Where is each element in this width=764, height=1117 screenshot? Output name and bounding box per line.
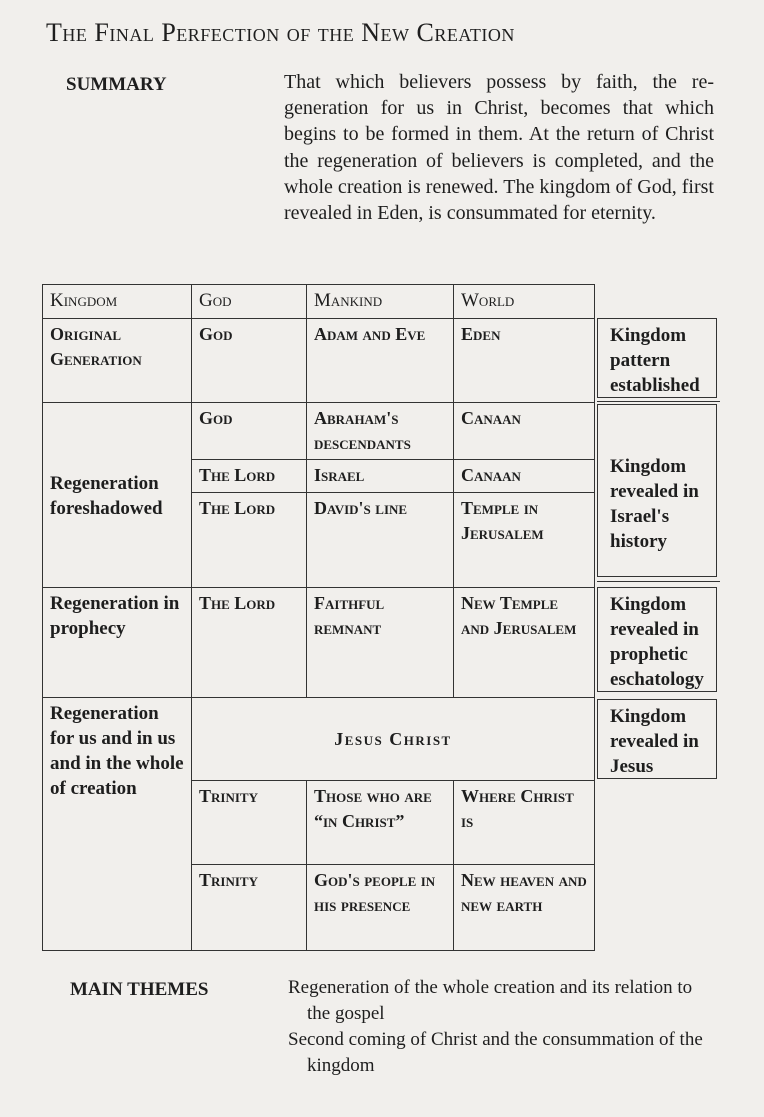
table-row xyxy=(43,403,595,460)
god-cell: The Lord xyxy=(192,493,307,588)
side-note-jesus: Kingdom revealed in Jesus xyxy=(597,699,717,779)
world-cell: Temple in Jerusalem xyxy=(454,493,595,588)
world-cell: Eden xyxy=(454,319,595,403)
side-divider xyxy=(597,401,720,402)
table-row xyxy=(43,319,595,403)
mankind-cell: God's people in his presence xyxy=(307,865,454,951)
god-cell: The Lord xyxy=(192,460,307,493)
mankind-cell: Abraham's descendants xyxy=(307,403,454,460)
summary-text: That which believers possess by faith, the regeneration for us in Christ, becomes that which begins to be formed in them. At the return of Christ the regeneration of believers is completed, and the whole creation is renewed. The kingdom of God, first revealed in Eden, is consummated for eternity. xyxy=(284,71,714,225)
header-world: World xyxy=(454,285,595,319)
list-item: Second coming of Christ and the consummation of the kingdom xyxy=(288,1029,703,1076)
god-cell: God xyxy=(192,319,307,403)
god-cell: Trinity xyxy=(192,865,307,951)
world-cell: New heaven and new earth xyxy=(454,865,595,951)
kingdom-table xyxy=(42,284,595,951)
kingdom-cell: Regeneration for us and in us and in the whole of creation xyxy=(43,698,192,951)
mankind-cell: Faithful remnant xyxy=(307,588,454,698)
mankind-cell: David's line xyxy=(307,493,454,588)
god-cell: God xyxy=(192,403,307,460)
world-cell: Canaan xyxy=(454,403,595,460)
mankind-cell: Those who are “in Christ” xyxy=(307,781,454,865)
main-themes-label: MAIN THEMES xyxy=(70,979,209,1000)
table-row xyxy=(43,698,595,781)
side-note-history: Kingdom revealed in Israel's history xyxy=(597,404,717,577)
kingdom-cell: Original Generation xyxy=(43,319,192,403)
mankind-cell: Israel xyxy=(307,460,454,493)
god-cell: Trinity xyxy=(192,781,307,865)
world-cell: New Temple and Jerusalem xyxy=(454,588,595,698)
side-note-pattern: Kingdom pattern established xyxy=(597,318,717,398)
side-divider xyxy=(597,581,720,582)
main-themes-list xyxy=(288,975,720,1079)
table-row xyxy=(43,588,595,698)
summary-label: SUMMARY xyxy=(66,74,167,95)
god-cell: The Lord xyxy=(192,588,307,698)
side-note-prophecy: Kingdom revealed in prophetic eschatology xyxy=(597,587,717,692)
table-header-row xyxy=(43,285,595,319)
mankind-cell: Adam and Eve xyxy=(307,319,454,403)
header-kingdom: Kingdom xyxy=(43,285,192,319)
page-title: The Final Perfection of the New Creation xyxy=(46,18,515,47)
world-cell: Canaan xyxy=(454,460,595,493)
jesus-christ-cell: Jesus Christ xyxy=(192,698,595,781)
kingdom-cell: Regeneration in prophecy xyxy=(43,588,192,698)
header-mankind: Mankind xyxy=(307,285,454,319)
list-item: Regeneration of the whole creation and its relation to the gospel xyxy=(288,977,693,1024)
kingdom-cell: Regeneration foreshadowed xyxy=(43,403,192,588)
world-cell: Where Christ is xyxy=(454,781,595,865)
header-god: God xyxy=(192,285,307,319)
